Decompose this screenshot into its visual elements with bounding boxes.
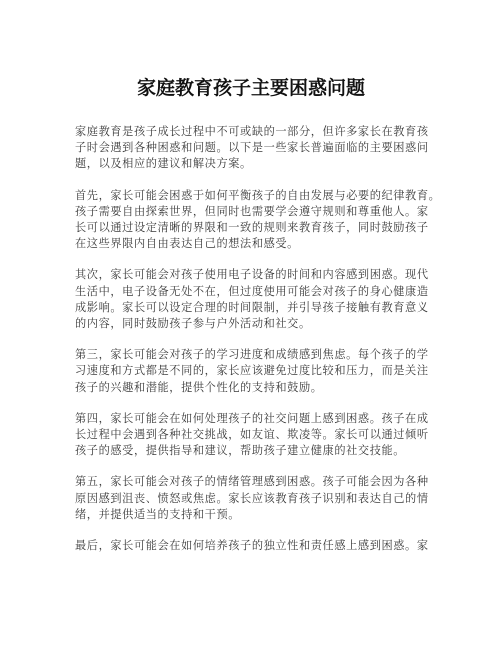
- text-line: 第四，家长可能会在如何处理孩子的社交问题上感到困惑。孩子在成: [75, 411, 429, 425]
- paragraph-last: [75, 538, 435, 554]
- text-line: 生活中，电子设备无处不在，但过度使用可能会对孩子的身心健康造: [75, 284, 429, 298]
- text-line: 首先，家长可能会困惑于如何平衡孩子的自由发展与必要的纪律教育。: [75, 188, 441, 202]
- text-line: 在这些界限内自由表达自己的想法和感受。: [75, 237, 299, 251]
- text-line: 家庭教育是孩子成长过程中不可或缺的一部分，但许多家长在教育孩: [75, 125, 429, 138]
- document-title: 家庭教育孩子主要困惑问题: [136, 77, 365, 99]
- text-line: 其次，家长可能会对孩子使用电子设备的时间和内容感到困惑。现代: [75, 268, 429, 282]
- paragraph-third: [75, 347, 435, 396]
- text-line: 成影响。家长可以设定合理的时间限制，并引导孩子接触有教育意义: [75, 300, 429, 314]
- document-body: [75, 124, 441, 569]
- paragraph-second: [75, 267, 435, 332]
- text-line: 最后，家长可能会在如何培养孩子的独立性和责任感上感到困惑。家: [75, 539, 429, 553]
- paragraph-fourth: [75, 411, 435, 460]
- text-line: 长过程中会遇到各种社交挑战，如友谊、欺凌等。家长可以通过倾听: [75, 428, 429, 442]
- text-line: 绪，并提供适当的支持和干预。: [75, 507, 241, 521]
- text-line: 孩子的兴趣和潜能，提供个性化的支持和鼓励。: [75, 380, 323, 394]
- paragraph-intro: [75, 124, 435, 173]
- text-line: 题，以及相应的建议和解决方案。: [75, 157, 252, 171]
- text-line: 第五，家长可能会对孩子的情绪管理感到困惑。孩子可能会因为各种: [75, 475, 429, 489]
- text-line: 习速度和方式都是不同的，家长应该避免过度比较和压力，而是关注: [75, 364, 429, 378]
- paragraph-first: [75, 188, 441, 253]
- text-line: 原因感到沮丧、愤怒或焦虑。家长应该教育孩子识别和表达自己的情: [75, 491, 429, 505]
- text-line: 孩子的感受，提供指导和建议，帮助孩子建立健康的社交技能。: [75, 444, 406, 458]
- text-line: 子时会遇到各种困惑和问题。以下是一些家长普遍面临的主要困惑问: [75, 141, 429, 155]
- text-line: 长可以通过设定清晰的界限和一致的规则来教育孩子，同时鼓励孩子: [75, 221, 429, 235]
- text-line: 孩子需要自由探索世界，但同时也需要学会遵守规则和尊重他人。家: [75, 204, 429, 218]
- text-line: 的内容，同时鼓励孩子参与户外活动和社交。: [75, 317, 311, 331]
- paragraph-fifth: [75, 474, 435, 523]
- text-line: 第三，家长可能会对孩子的学习进度和成绩感到焦虑。每个孩子的学: [75, 348, 429, 362]
